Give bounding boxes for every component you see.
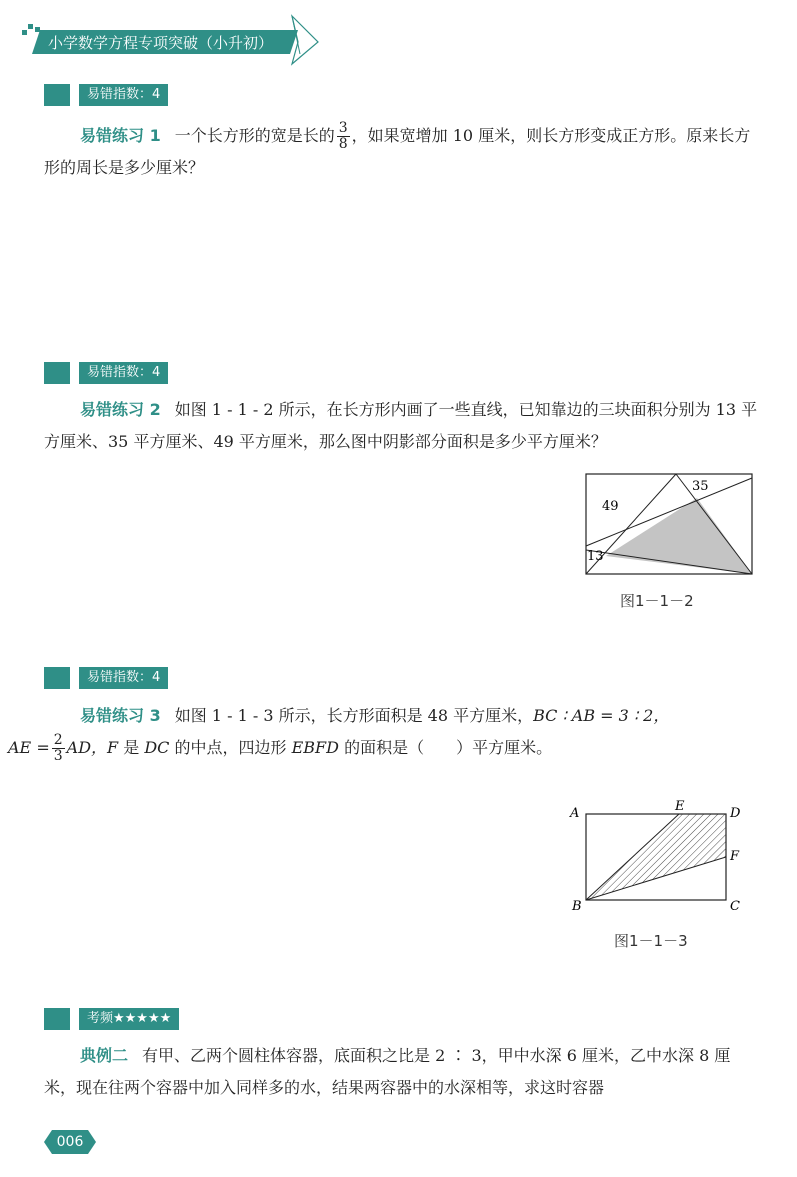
fraction-3-8: [337, 121, 350, 152]
figure-1-1-3-caption: 图1－1－3: [614, 932, 688, 950]
exercise-3-text-b4: 的面积是（ ）平方厘米。: [338, 738, 553, 757]
example-2-lead: 典例二: [80, 1046, 129, 1065]
tag-label: 考频★★★★★: [79, 1008, 179, 1030]
point-d-label: D: [730, 806, 741, 821]
shaded-triangle: [606, 498, 752, 574]
hatched-quadrilateral: [586, 814, 726, 900]
point-a-label: A: [570, 806, 580, 821]
exercise-2-body: 如图 1 - 1 - 2 所示，在长方形内画了一些直线，已知靠边的三块面积分别为 13 平方厘米、35 平方厘米、49 平方厘米，那么图中阴影部分面积是多少平方厘米？: [44, 400, 758, 451]
exercise-2-text: [44, 394, 759, 458]
example-2-body: 有甲、乙两个圆柱体容器，底面积之比是 2 ∶ 3，甲中水深 6 厘米，乙中水深 8 厘米，现在往两个容器中加入同样多的水，结果两容器中的水深相等，求这时容器: [44, 1046, 731, 1097]
label-13: 13: [587, 549, 604, 564]
exercise-3-ad: AD，: [66, 738, 108, 757]
exercise-3-ae: AE =: [8, 738, 50, 757]
exercise-3-text-b3: 的中点，四边形: [169, 738, 292, 757]
exercise-1-text: [44, 120, 759, 184]
header-title: 小学数学方程专项突破（小升初）: [48, 34, 274, 52]
point-c-label: C: [730, 899, 740, 914]
frac-num: 3: [338, 120, 348, 136]
example-2-text: [44, 1040, 759, 1104]
exercise-1-lead: 易错练习 1: [80, 126, 161, 145]
exercise-3-lead: 易错练习 3: [80, 706, 161, 725]
exercise-1-text-b: ，如果宽增加 10 厘米，则长方形变成正方形。原来长方形的周长是多少厘米？: [44, 126, 751, 177]
fraction-2-3: [52, 733, 65, 764]
exercise-3-text-a: 如图 1 - 1 - 3 所示，长方形面积是 48 平方厘米，: [174, 706, 534, 725]
exercise-3-dc: DC: [144, 738, 170, 757]
tag-block: [44, 1008, 70, 1030]
point-b-label: B: [572, 899, 582, 914]
tag-block: [44, 362, 70, 384]
point-f-label: F: [730, 849, 740, 864]
exercise-3-ebfd: EBFD: [291, 738, 339, 757]
exercise-3-f: F: [107, 738, 119, 757]
tag-label: 易错指数：4: [79, 84, 168, 106]
frac-num: 2: [53, 732, 63, 748]
tag-label: 易错指数：4: [79, 667, 168, 689]
frac-den: 8: [338, 136, 348, 152]
tag-label: 易错指数：4: [79, 362, 168, 384]
point-e-label: E: [675, 799, 685, 814]
figure-1-1-2-caption: 图1－1－2: [620, 592, 694, 610]
exercise-3-text: [8, 700, 759, 764]
exercise-1-text-a: 一个长方形的宽是长的: [174, 126, 335, 145]
exercise-3-ratio: BC ∶ AB = 3 ∶ 2，: [533, 706, 670, 725]
figure-1-1-2: [580, 468, 760, 583]
figure-1-1-3: [566, 796, 756, 916]
label-35: 35: [692, 479, 709, 494]
tag-block: [44, 84, 70, 106]
label-49: 49: [602, 499, 619, 514]
frac-den: 3: [53, 748, 63, 764]
exercise-3-text-b2: 是: [118, 738, 145, 757]
page-number: 006: [56, 1134, 84, 1150]
exercise-2-lead: 易错练习 2: [80, 400, 161, 419]
tag-block: [44, 667, 70, 689]
